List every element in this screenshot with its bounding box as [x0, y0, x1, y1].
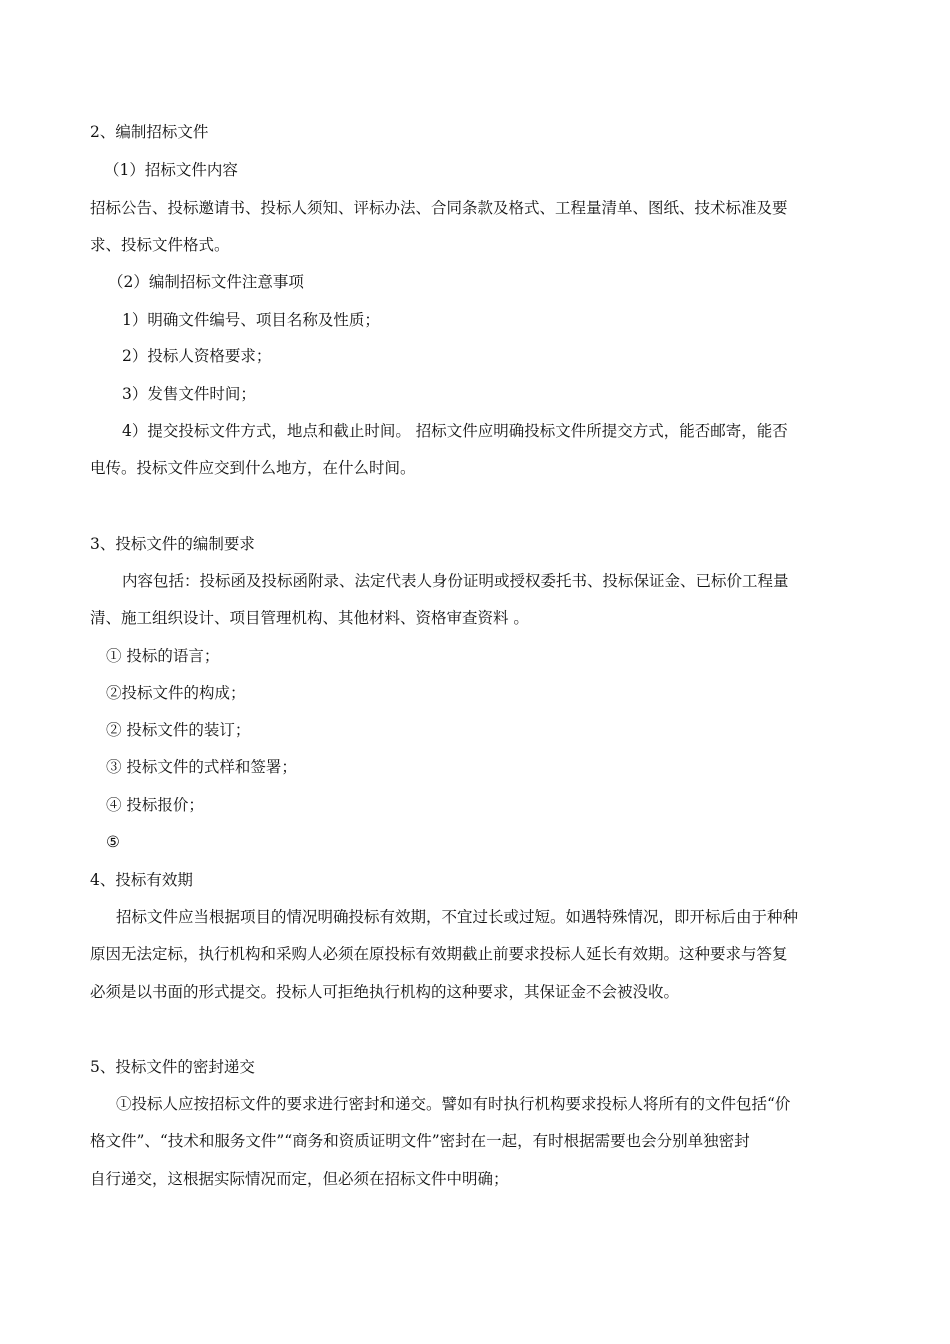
section3-list-item: ⑤: [106, 833, 120, 851]
section2-item: 3）发售文件时间；: [122, 385, 256, 403]
section2-item4-continuation: 电传。投标文件应交到什么地方，在什么时间。: [90, 459, 416, 477]
section2-sub1-title: （1）招标文件内容: [104, 161, 238, 179]
section5-body-line2: 格文件”、“技术和服务文件”“商务和资质证明文件”密封在一起，有时根据需要也会分别单独密封: [90, 1132, 750, 1150]
section2-item: 1）明确文件编号、项目名称及性质；: [122, 311, 380, 329]
section3-list-item: ④ 投标报价；: [106, 796, 204, 814]
section4-heading: 4、投标有效期: [90, 871, 193, 889]
section2-item: 2）投标人资格要求；: [122, 347, 272, 365]
section5-heading: 5、投标文件的密封递交: [90, 1058, 255, 1076]
section4-body-line2: 原因无法定标，执行机构和采购人必须在原投标有效期截止前要求投标人延长有效期。这种要求与答复: [90, 945, 788, 963]
section5-body-line3: 自行递交，这根据实际情况而定，但必须在招标文件中明确；: [90, 1170, 509, 1188]
section2-sub1-body-line2: 求、投标文件格式。: [90, 236, 230, 254]
section4-body-line1: 招标文件应当根据项目的情况明确投标有效期，不宜过长或过短。如遇特殊情况，即开标后由于种种: [116, 908, 799, 926]
section3-body-line2: 清、施工组织设计、项目管理机构、其他材料、资格审查资料 。: [90, 609, 529, 627]
section3-heading: 3、投标文件的编制要求: [90, 535, 255, 553]
section3-body-line1: 内容包括：投标函及投标函附录、法定代表人身份证明或授权委托书、投标保证金、已标价工程量: [122, 572, 789, 590]
section3-list-item: ②投标文件的构成；: [106, 684, 246, 702]
section3-list-item: ① 投标的语言；: [106, 647, 220, 665]
section3-list-item: ③ 投标文件的式样和签署；: [106, 758, 297, 776]
section3-list-item: ② 投标文件的装订；: [106, 721, 251, 739]
section2-item: 4）提交投标文件方式，地点和截止时间。 招标文件应明确投标文件所提交方式，能否邮寄，能否: [122, 422, 788, 440]
section4-body-line3: 必须是以书面的形式提交。投标人可拒绝执行机构的这种要求，其保证金不会被没收。: [90, 983, 680, 1001]
section2-heading: 2、编制招标文件: [90, 123, 209, 141]
section5-body-line1: ①投标人应按招标文件的要求进行密封和递交。譬如有时执行机构要求投标人将所有的文件包括“价: [116, 1095, 791, 1113]
section2-sub2-title: （2）编制招标文件注意事项: [108, 273, 304, 291]
section2-sub1-body-line1: 招标公告、投标邀请书、投标人须知、评标办法、合同条款及格式、工程量清单、图纸、技术标准及要: [90, 199, 788, 217]
